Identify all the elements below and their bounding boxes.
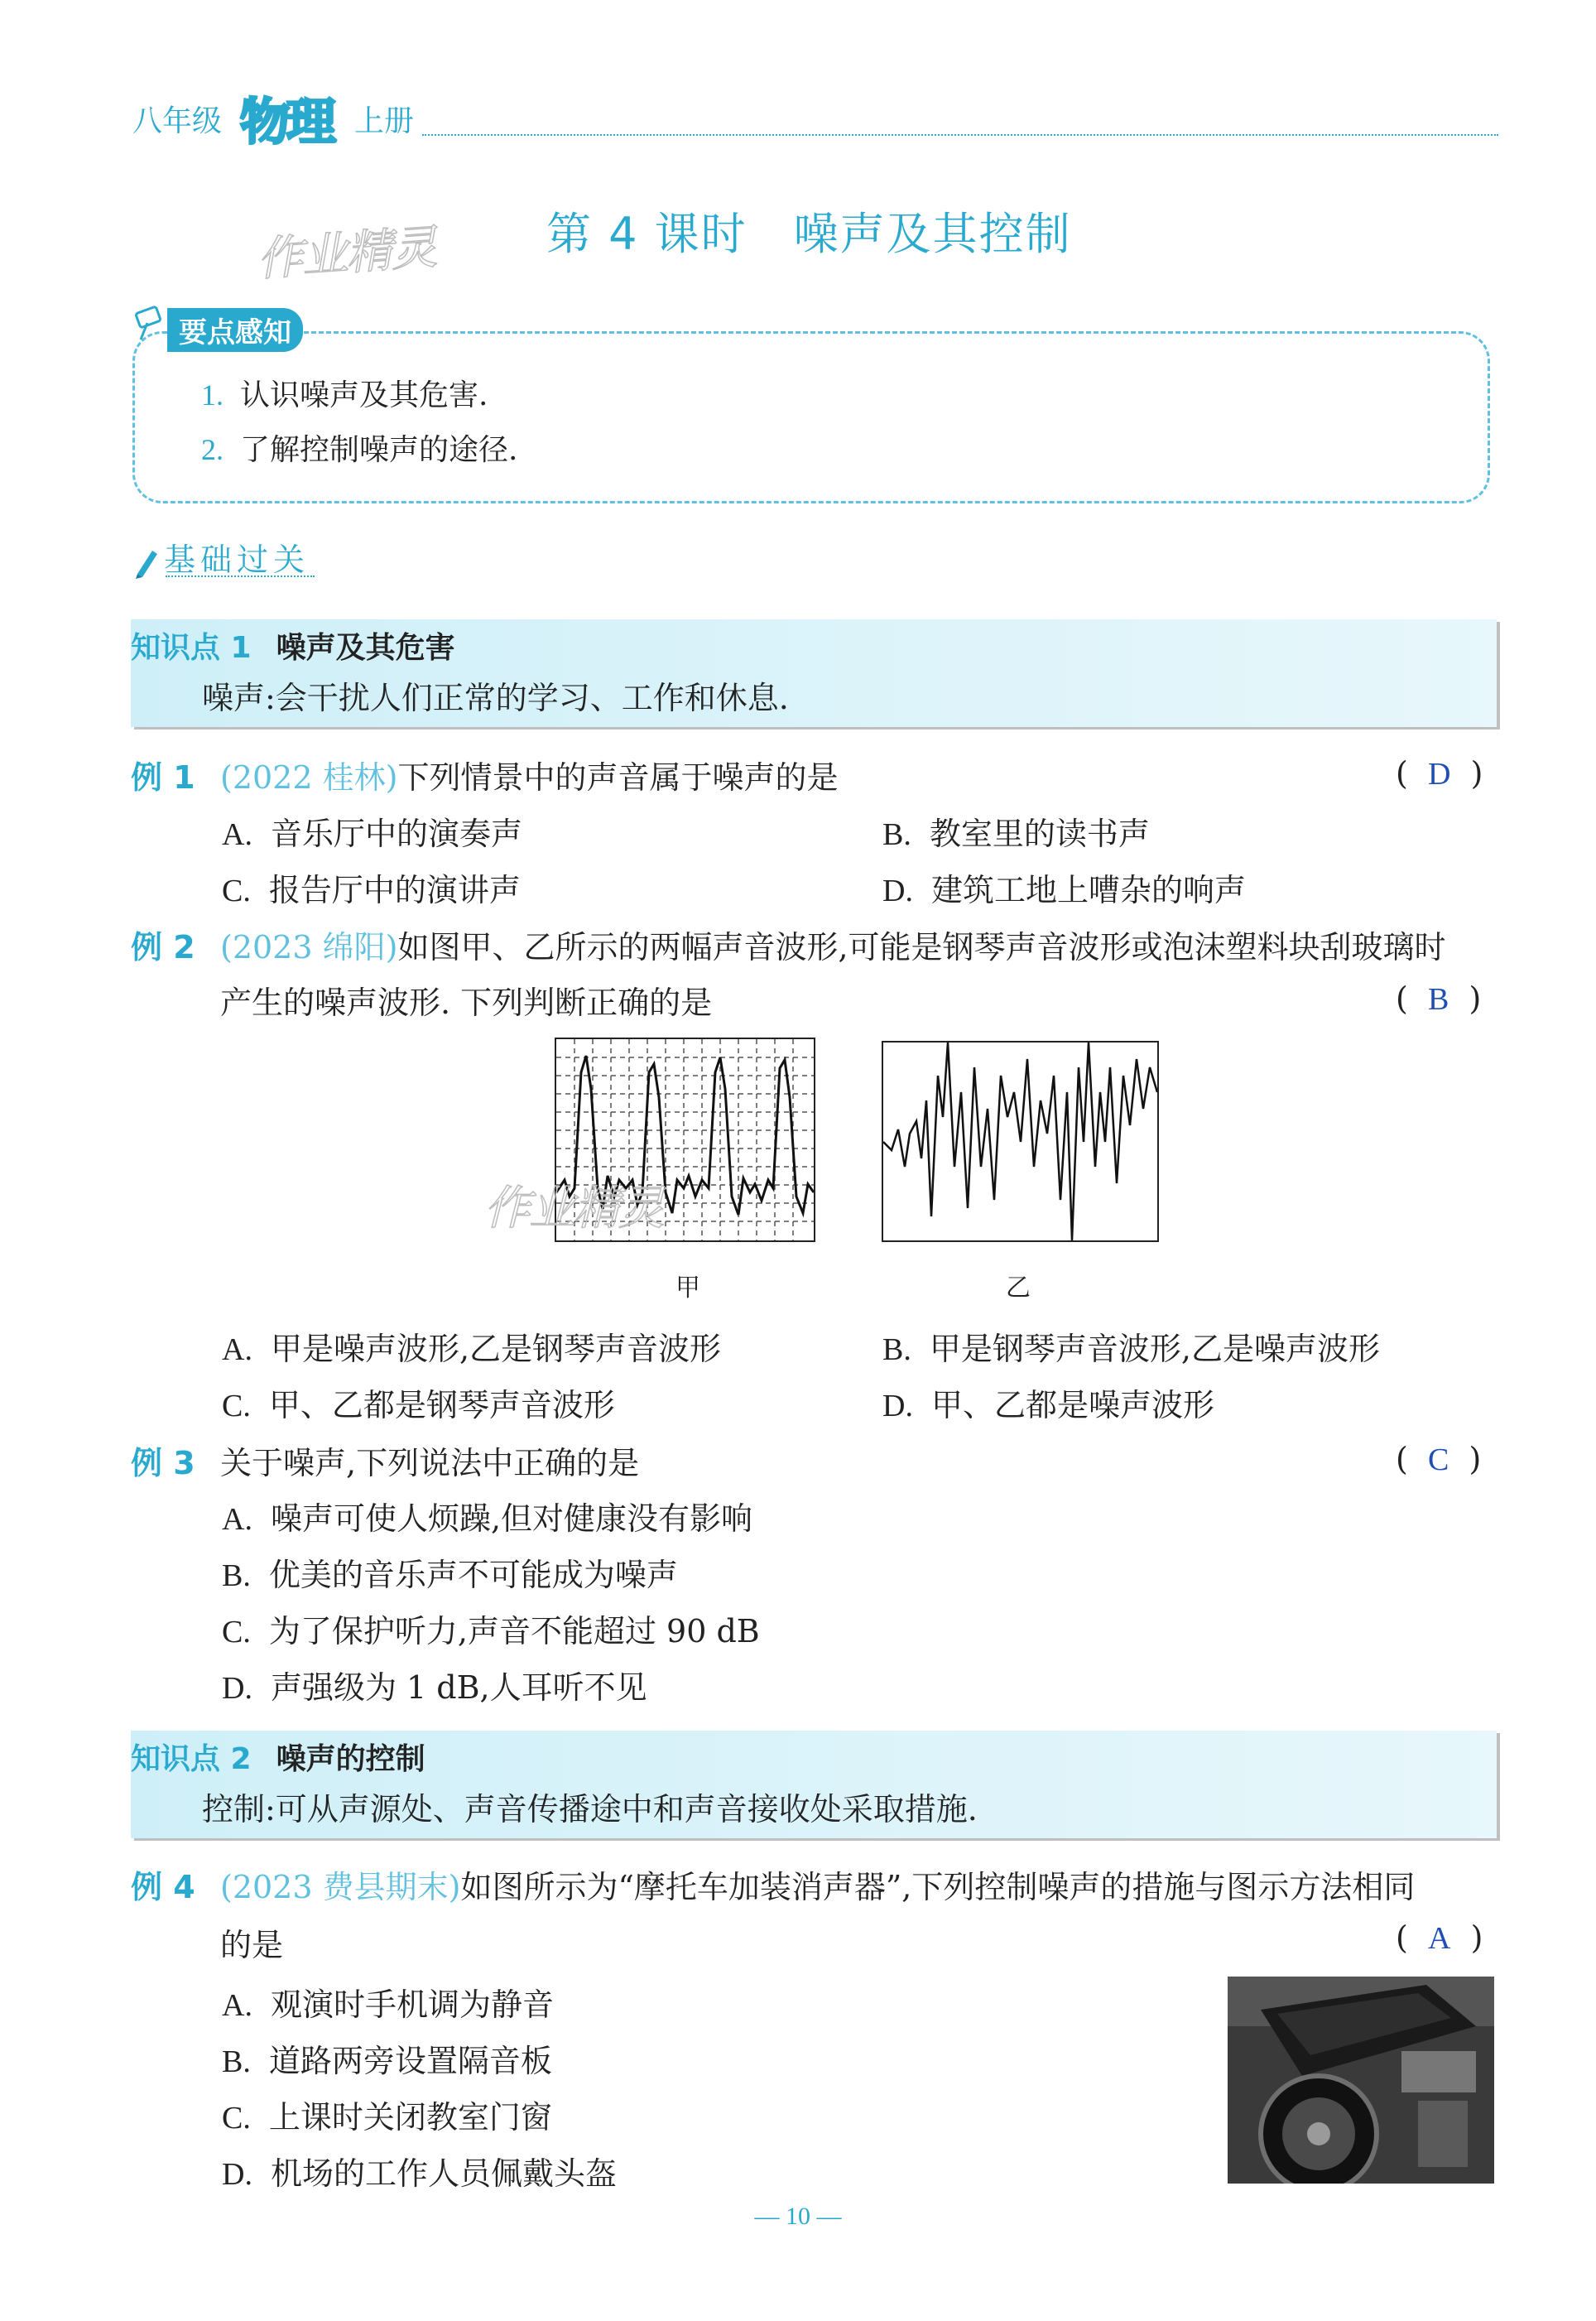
header-volume: 上册 — [354, 104, 415, 138]
example-stem-cont: 的是 — [220, 1927, 284, 1963]
option: A. 噪声可使人烦躁,但对健康没有影响 — [222, 1500, 753, 1537]
option: C. 报告厅中的演讲声 — [222, 872, 521, 908]
answer-bracket: ( B ) — [1396, 980, 1482, 1017]
key-points-box — [132, 331, 1490, 503]
example-stem: (2023 费县期末)如图所示为“摩托车加装消声器”,下列控制噪声的措施与图示方法相同 — [220, 1869, 1416, 1905]
option: D. 甲、乙都是噪声波形 — [882, 1387, 1214, 1423]
example-stem: (2022 桂林)下列情景中的声音属于噪声的是 — [220, 759, 839, 796]
lesson-title: 第 4 课时 噪声及其控制 — [546, 208, 1072, 260]
knowledge-label: 知识点 1 — [131, 631, 252, 665]
header-rule — [422, 134, 1498, 136]
option: B. 甲是钢琴声音波形,乙是噪声波形 — [882, 1331, 1380, 1367]
knowledge-title: 噪声及其危害 — [276, 631, 455, 665]
waveform-yi — [882, 1041, 1159, 1242]
option: C. 上课时关闭教室门窗 — [222, 2099, 552, 2136]
example-stem-cont: 产生的噪声波形. 下列判断正确的是 — [220, 985, 713, 1021]
header-subject: 物理 — [240, 94, 333, 152]
key-point-item: 1. 认识噪声及其危害. — [201, 378, 488, 412]
example-label: 例 4 — [131, 1869, 195, 1905]
key-point-item: 2. 了解控制噪声的途径. — [201, 433, 518, 467]
answer: A — [1427, 1921, 1451, 1956]
option: B. 优美的音乐声不可能成为噪声 — [222, 1557, 678, 1593]
key-points-label: 要点感知 — [167, 308, 303, 352]
answer-bracket: ( A ) — [1396, 1919, 1483, 1956]
option: A. 音乐厅中的演奏声 — [222, 816, 522, 852]
option: D. 声强级为 1 dB,人耳听不见 — [222, 1669, 647, 1706]
option: B. 教室里的读书声 — [882, 816, 1150, 852]
caption-jia: 甲 — [675, 1274, 700, 1303]
header-grade: 八年级 — [132, 104, 223, 138]
option: C. 甲、乙都是钢琴声音波形 — [222, 1387, 615, 1423]
answer: D — [1427, 757, 1451, 792]
knowledge-label: 知识点 2 — [131, 1742, 252, 1776]
option: D. 机场的工作人员佩戴头盔 — [222, 2155, 617, 2192]
example-stem: 关于噪声,下列说法中正确的是 — [220, 1445, 640, 1481]
option: D. 建筑工地上嘈杂的响声 — [882, 872, 1246, 908]
knowledge-point-2 — [131, 1731, 1497, 1838]
section-tag — [132, 534, 310, 580]
answer: C — [1427, 1442, 1449, 1477]
knowledge-title: 噪声的控制 — [276, 1742, 425, 1776]
pin-icon — [132, 305, 171, 343]
answer-bracket: ( D ) — [1396, 755, 1483, 792]
watermark: 作业精灵 — [484, 1182, 663, 1235]
waveform-yi-graph — [883, 1043, 1157, 1240]
page-header — [132, 83, 1498, 152]
section-tag-label: 基础过关 — [164, 542, 310, 578]
answer-bracket: ( C ) — [1396, 1441, 1482, 1477]
page-number: — 10 — — [754, 2203, 842, 2230]
option: B. 道路两旁设置隔音板 — [222, 2043, 552, 2079]
option: A. 甲是噪声波形,乙是钢琴声音波形 — [222, 1331, 722, 1367]
example-label: 例 3 — [131, 1445, 195, 1481]
option: C. 为了保护听力,声音不能超过 90 dB — [222, 1613, 760, 1649]
knowledge-desc: 噪声:会干扰人们正常的学习、工作和休息. — [202, 680, 789, 716]
option: A. 观演时手机调为静音 — [222, 1986, 554, 2023]
motorcycle-muffler-photo — [1228, 1977, 1494, 2184]
answer: B — [1427, 982, 1449, 1017]
caption-yi: 乙 — [1006, 1274, 1031, 1303]
knowledge-desc: 控制:可从声源处、声音传播途中和声音接收处采取措施. — [202, 1791, 978, 1827]
pencil-icon — [132, 546, 161, 579]
example-label: 例 1 — [131, 759, 195, 796]
example-stem: (2023 绵阳)如图甲、乙所示的两幅声音波形,可能是钢琴声音波形或泡沫塑料块刮玻璃时 — [220, 929, 1446, 965]
knowledge-point-1 — [131, 619, 1497, 727]
example-label: 例 2 — [131, 929, 195, 965]
watermark: 作业精灵 — [255, 220, 438, 287]
